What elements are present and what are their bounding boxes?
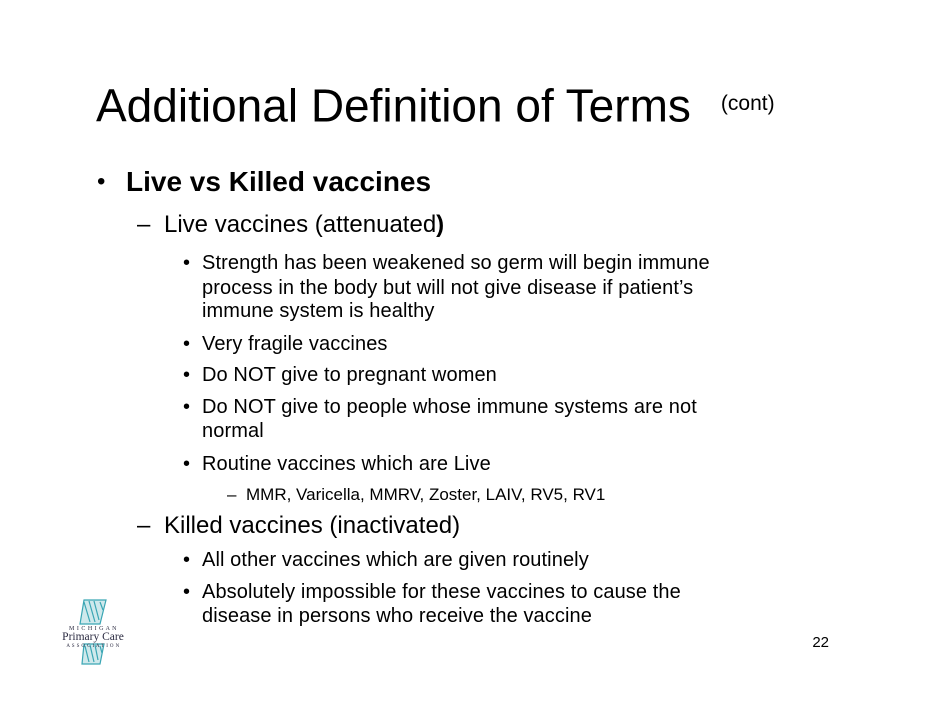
bullet-main: Live vs Killed vaccines — [126, 166, 432, 197]
live-heading-text: Live vaccines (attenuated — [164, 211, 437, 238]
dash-bullet: – — [137, 211, 151, 238]
dash-bullet: – — [137, 512, 151, 539]
killed-heading: Killed vaccines (inactivated) — [164, 512, 461, 539]
killed-item-2-line-2: disease in persons who receive the vaccine — [202, 605, 592, 627]
live-item-4-line-1: Do NOT give to people whose immune systems are not — [202, 396, 697, 418]
bullet-dot: • — [183, 581, 191, 603]
bullet-dot: • — [183, 453, 191, 475]
page-number: 22 — [812, 634, 829, 651]
live-sub-item: MMR, Varicella, MMRV, Zoster, LAIV, RV5, RV1 — [246, 485, 606, 504]
bullet-dot: • — [183, 252, 191, 274]
live-item-1-line-3: immune system is healthy — [202, 300, 435, 322]
killed-item-1: All other vaccines which are given routinely — [202, 549, 589, 571]
live-item-3: Do NOT give to pregnant women — [202, 364, 497, 386]
live-item-4-line-2: normal — [202, 420, 264, 442]
bullet-dot: • — [183, 396, 191, 418]
live-heading-close: ) — [436, 211, 445, 238]
logo-bottom-text: A S S O C I A T I O N — [66, 644, 120, 649]
logo-main-text: Primary Care — [62, 631, 124, 643]
killed-item-2-line-1: Absolutely impossible for these vaccines to cause the — [202, 581, 681, 603]
bullet-dot: • — [97, 168, 106, 195]
live-item-1-line-2: process in the body but will not give disease if patient’s — [202, 277, 694, 299]
slide-title-suffix: (cont) — [720, 92, 775, 115]
live-item-5: Routine vaccines which are Live — [202, 453, 491, 475]
slide-title-text: Additional Definition of Terms — [96, 79, 691, 132]
dash-bullet: – — [227, 485, 237, 504]
bullet-dot: • — [183, 333, 191, 355]
live-heading — [164, 211, 444, 239]
logo-top-text: M I C H I G A N — [68, 626, 117, 632]
michigan-primary-care-association-logo — [60, 598, 126, 666]
bullet-dot: • — [183, 364, 191, 386]
bullet-dot: • — [183, 549, 191, 571]
live-item-1-line-1: Strength has been weakened so germ will begin immune — [202, 252, 710, 274]
slide-title — [96, 76, 775, 134]
live-item-2: Very fragile vaccines — [202, 333, 388, 355]
